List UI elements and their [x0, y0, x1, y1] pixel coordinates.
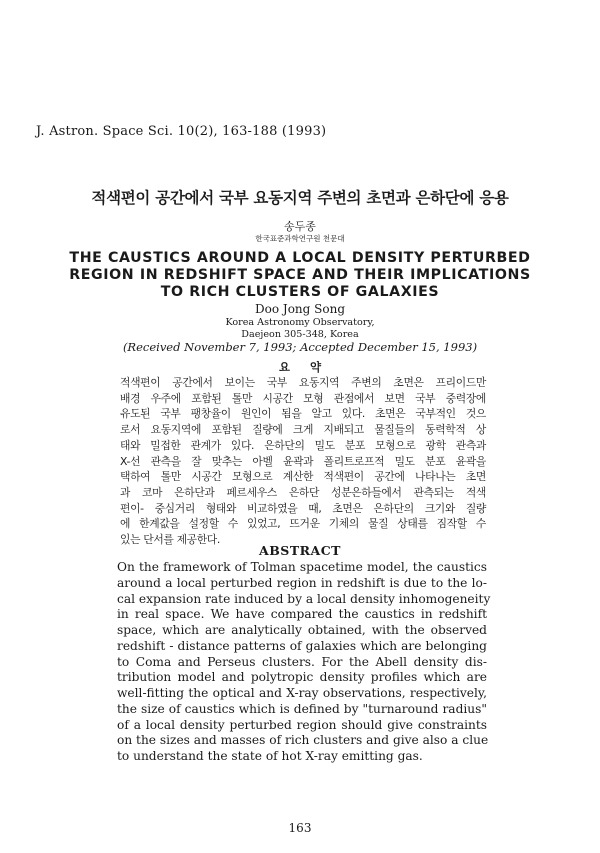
korean-abstract-line: 태와 밀접한 관계가 있다. 은하단의 밀도 분포 모형으로 광학 관측과	[120, 438, 486, 452]
korean-abstract-line: 편이- 중심거리 형태와 비교하였을 때, 초면은 은하단의 크기와 질량	[120, 501, 486, 515]
korean-author: 송두종	[284, 220, 316, 233]
abstract-line: around a local perturbed region in redshift is due to the lo-	[117, 575, 487, 590]
korean-abstract-heading: 요 약	[278, 360, 322, 374]
english-title-line: TO RICH CLUSTERS OF GALAXIES	[160, 284, 440, 300]
affiliation	[0, 317, 600, 341]
abstract-line: tribution model and polytropic density profiles which are	[117, 670, 487, 685]
korean-abstract-line: 있는 단서를 제공한다.	[120, 533, 220, 547]
korean-abstract-line: X-선 관측을 잘 맞추는 아벨 윤곽과 폴리트로프적 밀도 분포 윤곽을	[120, 454, 486, 468]
abstract-line: to Coma and Perseus clusters. For the Abell density dis-	[117, 654, 487, 669]
abstract-line: of a local density perturbed region should give constraints	[117, 717, 487, 732]
abstract-line: cal expansion rate induced by a local density inhomogeneity	[117, 591, 491, 606]
abstract-line: On the framework of Tolman spacetime model, the caustics	[117, 560, 487, 574]
affiliation-line: Daejeon 305-348, Korea	[241, 329, 359, 340]
korean-abstract-line: 유도된 국부 팽창율이 원인이 됨을 알고 있다. 초면은 국부적인 것으	[120, 407, 486, 421]
korean-abstract-line: 에 한계값을 설정할 수 있었고, 뜨거운 기체의 물질 상태를 짐작할 수	[120, 517, 486, 531]
abstract-line: the size of caustics which is defined by "turnaround radius"	[117, 701, 487, 716]
abstract-line: redshift - distance patterns of galaxies which are belonging	[117, 638, 487, 653]
korean-abstract-line: 적색편이 공간에서 보이는 국부 요동지역 주변의 초면은 프리이드만	[120, 376, 486, 389]
korean-abstract-line: 배경 우주에 포함된 톨만 시공간 모형 관점에서 보면 국부 중력장에	[120, 391, 486, 405]
abstract-line: on the sizes and masses of rich clusters and give also a clue	[117, 733, 489, 748]
abstract-line: in real space. We have compared the caustics in redshift	[117, 607, 487, 622]
korean-affiliation: 한국표준과학연구원 천문대	[255, 234, 345, 243]
english-title-line: REGION IN REDSHIFT SPACE AND THEIR IMPLICATIONS	[69, 267, 531, 283]
korean-title: 적색편이 공간에서 국부 요동지역 주변의 초면과 은하단에 응용	[91, 189, 509, 207]
abstract-line: space, which are analytically obtained, with the observed	[117, 623, 487, 637]
korean-abstract-line: 택하여 톨만 시공간 모형으로 계산한 적색편이 공간에 나타나는 초면	[120, 470, 486, 484]
korean-abstract-line: 과 코마 은하단과 페르세우스 은하단 성분은하들에서 관측되는 적색	[120, 485, 486, 499]
abstract-line: to understand the state of hot X-ray emitting gas.	[117, 749, 423, 763]
abstract-heading: ABSTRACT	[259, 543, 341, 558]
journal-reference: J. Astron. Space Sci. 10(2), 163-188 (1993)	[36, 124, 327, 139]
korean-abstract	[120, 375, 486, 548]
received-accepted-dates: (Received November 7, 1993; Accepted December 15, 1993)	[122, 340, 478, 354]
page-number: 163	[288, 821, 312, 835]
author-name: Doo Jong Song	[255, 302, 345, 316]
abstract-line: well-fitting the optical and X-ray observations, respectively,	[117, 686, 487, 700]
english-title	[40, 250, 560, 301]
english-title-line: THE CAUSTICS AROUND A LOCAL DENSITY PERTURBED	[69, 250, 531, 266]
korean-abstract-line: 로서 요동지역에 포함된 질량에 크게 지배되고 물질들의 동력학적 상	[120, 423, 486, 437]
abstract-body	[117, 560, 491, 765]
affiliation-line: Korea Astronomy Observatory,	[225, 317, 375, 328]
